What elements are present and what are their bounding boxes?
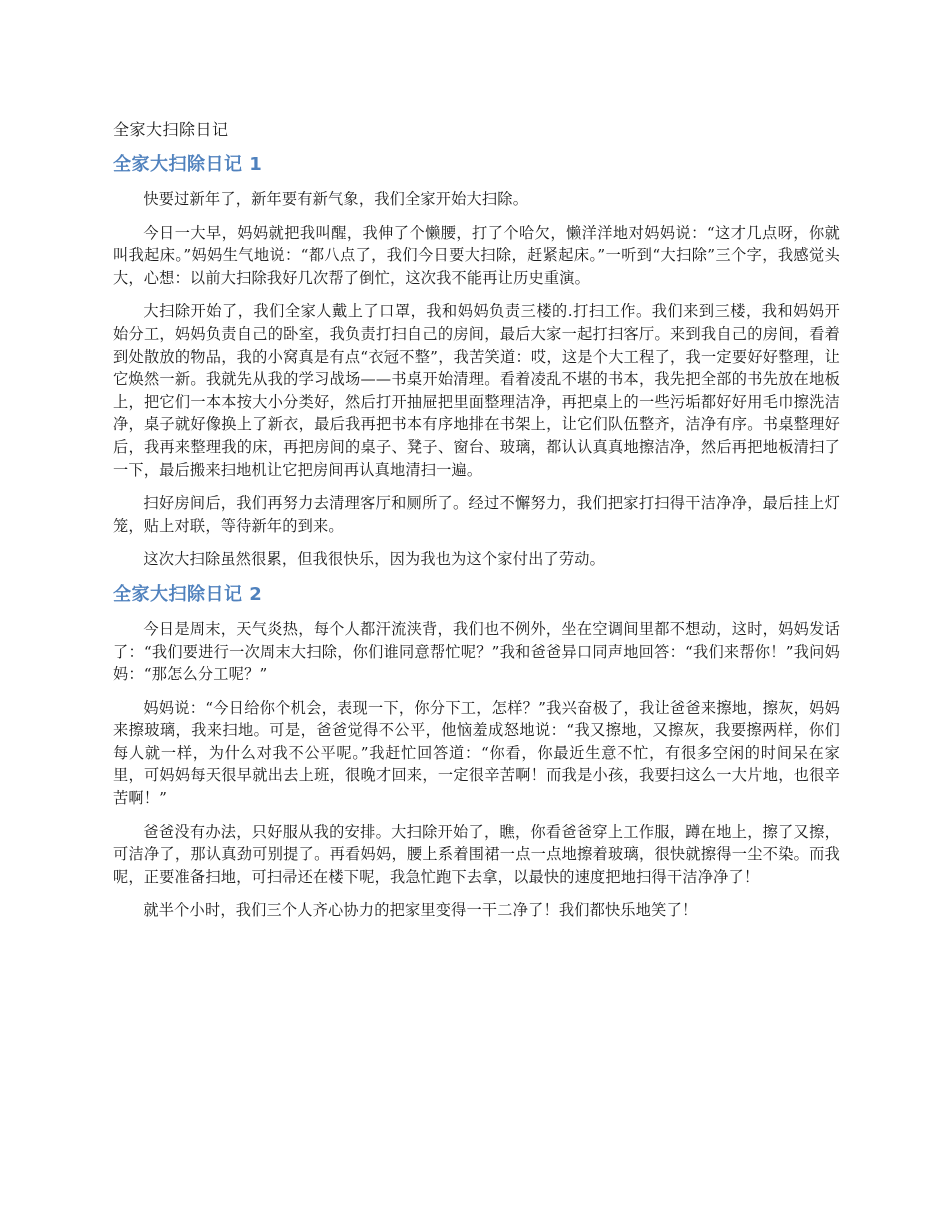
section-heading: 全家大扫除日记 2 [113, 583, 263, 605]
section-heading: 全家大扫除日记 1 [113, 154, 263, 175]
paragraph: 就半个小时，我们三个人齐心协力的把家里变得一干二净了！我们都快乐地笑了！ [143, 901, 698, 920]
paragraph: 这次大扫除虽然很累，但我很快乐，因为我也为这个家付出了劳动。 [143, 550, 606, 569]
paragraph: 快要过新年了，新年要有新气象，我们全家开始大扫除。 [143, 190, 529, 208]
document-page [113, 118, 840, 933]
section-diary-1 [113, 152, 840, 571]
section-diary-2 [113, 582, 840, 922]
paragraph: 妈妈说：“今日给你个机会，表现一下，你分下工，怎样？”我兴奋极了，我让爸爸来擦地，擦灰，妈妈来擦玻璃，我来扫地。可是，爸爸觉得不公平，他恼羞成怒地说：“我又擦地，又擦灰，我要擦两样，你们每人就一样，为什么对我不公平呢。”我赶忙回答道：“你看，你最近生意不忙，有很多空闲的时间呆在家里，可妈妈每天很早就出去上班，很晚才回来，一定很辛苦啊！而我是小孩，我要扫这么一大片地，也很辛苦啊！” [113, 698, 840, 808]
paragraph: 扫好房间后，我们再努力去清理客厅和厕所了。经过不懈努力，我们把家打扫得干洁净净，最后挂上灯笼，贴上对联，等待新年的到来。 [113, 494, 840, 535]
paragraph: 爸爸没有办法，只好服从我的安排。大扫除开始了，瞧，你看爸爸穿上工作服，蹲在地上，擦了又擦，可洁净了，那认真劲可别提了。再看妈妈，腰上系着围裙一点一点地擦着玻璃，很快就擦得一尘不染。而我呢，正要准备扫地，可扫帚还在楼下呢，我急忙跑下去拿，以最快的速度把地扫得干洁净净了！ [113, 822, 840, 886]
paragraph: 今日一大早，妈妈就把我叫醒，我伸了个懒腰，打了个哈欠，懒洋洋地对妈妈说：“这才几点呀，你就叫我起床。”妈妈生气地说：“都八点了，我们今日要大扫除，赶紧起床。”一听到“大扫除”三个字，我感觉头大，心想：以前大扫除我好几次帮了倒忙，这次我不能再让历史重演。 [113, 223, 840, 287]
paragraph: 大扫除开始了，我们全家人戴上了口罩，我和妈妈负责三楼的.打扫工作。我们来到三楼，我和妈妈开始分工，妈妈负责自己的卧室，我负责打扫自己的房间，最后大家一起打扫客厅。来到我自己的房间，看着到处散放的物品，我的小窝真是有点“衣冠不整”，我苦笑道：哎，这是个大工程了，我一定要好好整理，让它焕然一新。我就先从我的学习战场——书桌开始清理。看着凌乱不堪的书本，我先把全部的书先放在地板上，把它们一本本按大小分类好，然后打开抽屉把里面整理洁净，再把桌上的一些污垢都好好用毛巾擦洗洁净，桌子就好像换上了新衣，最后我再把书本有序地排在书架上，让它们队伍整齐，洁净有序。书桌整理好后，我再来整理我的床，再把房间的桌子、凳子、窗台、玻璃，都认认真真地擦洁净，然后再把地板清扫了一下，最后搬来扫地机让它把房间再认真地清扫一遍。 [113, 302, 840, 479]
document-title: 全家大扫除日记 [113, 120, 229, 139]
paragraph: 今日是周末，天气炎热，每个人都汗流浃背，我们也不例外，坐在空调间里都不想动，这时，妈妈发话了：“我们要进行一次周末大扫除，你们谁同意帮忙呢？”我和爸爸异口同声地回答：“我们来帮你！”我问妈妈：“那怎么分工呢？” [113, 619, 840, 684]
